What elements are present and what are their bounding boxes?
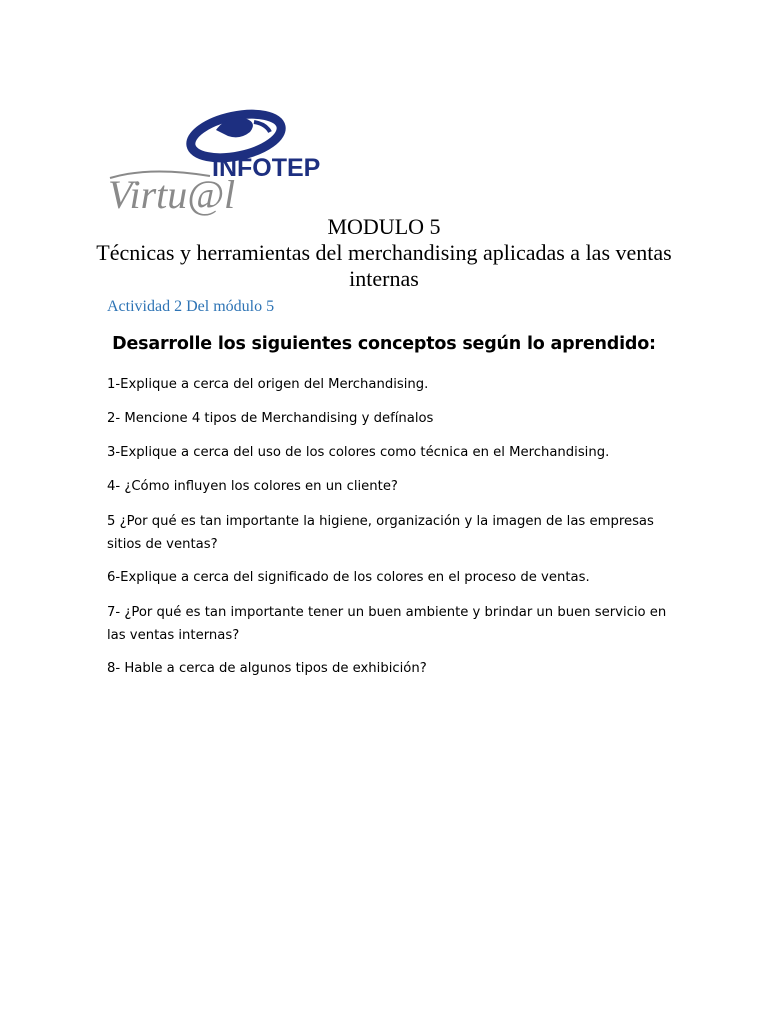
globe-logo-icon [104, 106, 321, 218]
logo-script: Virtu@l [108, 172, 236, 217]
question-item: 2- Mencione 4 tipos de Merchandising y defínalos [107, 411, 434, 426]
document-header [80, 214, 688, 292]
infotep-virtual-logo [104, 106, 321, 218]
module-subtitle: Técnicas y herramientas del merchandising aplicadas a las ventas internas [96, 240, 672, 291]
question-item: 3-Explique a cerca del uso de los colores como técnica en el Merchandising. [107, 445, 610, 460]
activity-label: Actividad 2 Del módulo 5 [107, 298, 275, 315]
question-item: 7- ¿Por qué es tan importante tener un buen ambiente y brindar un buen servicio en las ventas internas? [107, 605, 667, 643]
instructions-heading: Desarrolle los siguientes conceptos según lo aprendido: [112, 334, 656, 354]
module-title: MODULO 5 [327, 214, 441, 239]
question-item: 6-Explique a cerca del significado de los colores en el proceso de ventas. [107, 570, 590, 585]
question-item: 4- ¿Cómo influyen los colores en un cliente? [107, 479, 398, 494]
question-item: 1-Explique a cerca del origen del Merchandising. [107, 377, 429, 392]
question-item: 5 ¿Por qué es tan importante la higiene, organización y la imagen de las empresas sitios de ventas? [107, 514, 654, 552]
question-item: 8- Hable a cerca de algunos tipos de exhibición? [107, 661, 427, 676]
logo-brand: INFOTEP [212, 154, 321, 182]
question-list [107, 374, 667, 692]
